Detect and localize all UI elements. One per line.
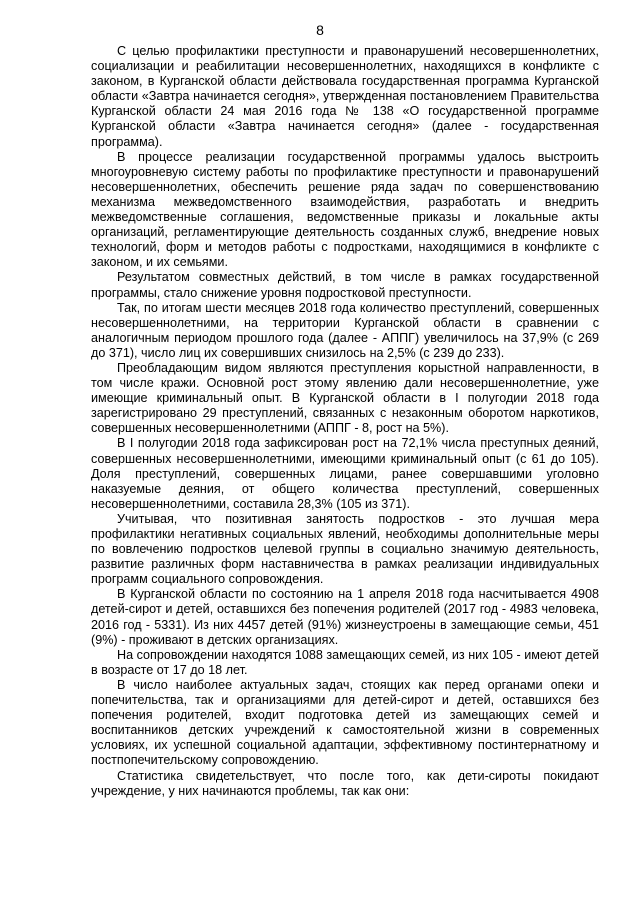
- paragraph: Так, по итогам шести месяцев 2018 года количество преступлений, совершенных несовершеннолетними, на территории Курганской области в сравнении с аналогичным периодом прошлого года (далее - АППГ) увеличилось на 37,9% (с 269 до 371), число лиц их совершивших снизилось на 2,5% (с 239 до 233).: [91, 300, 599, 360]
- paragraph: С целью профилактики преступности и правонарушений несовершеннолетних, социализации и реабилитации несовершеннолетних, находящихся в конфликте с законом, в Курганской области действовала государственная программа Курганской области «Завтра начинается сегодня», утвержденная постановлением Правительства Курганской области 24 мая 2016 года № 138 «О государственной программе Курганской области «Завтра начинается сегодня» (далее - государственная программа).: [91, 44, 599, 149]
- paragraph: Результатом совместных действий, в том числе в рамках государственной программы, стало снижение уровня подростковой преступности.: [91, 270, 599, 300]
- paragraph: Учитывая, что позитивная занятость подростков - это лучшая мера профилактики негативных социальных явлений, необходимы дополнительные меры по вовлечению подростков целевой группы в социально значимую деятельность, развитие различных форм наставничества в рамках реализации индивидуальных программ социального сопровождения.: [91, 511, 599, 587]
- body-text: [91, 44, 599, 799]
- paragraph: Преобладающим видом являются преступления корыстной направленности, в том числе кражи. Основной рост этому явлению дали несовершеннолетние, уже имеющие криминальный опыт. В Курганской области в I полугодии 2018 года зарегистрировано 29 преступлений, связанных с незаконным оборотом наркотиков, совершенных несовершеннолетними (АППГ - 8, рост на 5%).: [91, 360, 599, 436]
- paragraph: В процессе реализации государственной программы удалось выстроить многоуровневую систему работы по профилактике преступности и правонарушений несовершеннолетних, обеспечить решение ряда задач по совершенствованию механизма межведомственного взаимодействия, разработать и внедрить межведомственные соглашения, ведомственные приказы и локальные акты организаций, регламентирующие деятельность созданных служб, внедрение новых технологий, форм и методов работы с подростками, находящимися в конфликте с законом, и их семьями.: [91, 149, 599, 270]
- paragraph: В число наиболее актуальных задач, стоящих как перед органами опеки и попечительства, так и организациями для детей-сирот и детей, оставшихся без попечения родителей, входит подготовка детей из замещающих семей и воспитанников детских учреждений к самостоятельной жизни в современных условиях, их успешной социальной адаптации, эффективному постинтернатному и постпопечительскому сопровождению.: [91, 677, 599, 768]
- paragraph: Статистика свидетельствует, что после того, как дети-сироты покидают учреждение, у них начинаются проблемы, так как они:: [91, 768, 599, 798]
- paragraph: На сопровождении находятся 1088 замещающих семей, из них 105 - имеют детей в возрасте от 17 до 18 лет.: [91, 647, 599, 677]
- page-number: 8: [316, 22, 324, 38]
- paragraph: В Курганской области по состоянию на 1 апреля 2018 года насчитывается 4908 детей-сирот и детей, оставшихся без попечения родителей (2017 год - 4983 человека, 2016 год - 5331). Из них 4457 детей (91%) жизнеустроены в замещающие семьи, 451 (9%) - проживают в детских организациях.: [91, 587, 599, 647]
- paragraph: В I полугодии 2018 года зафиксирован рост на 72,1% числа преступных деяний, совершенных несовершеннолетними, имеющими криминальный опыт (с 61 до 105). Доля преступлений, совершенных лицами, ранее совершавшими уголовно наказуемые деяния, от общего количества преступлений, совершенных несовершеннолетними, составила 28,3% (105 из 371).: [91, 436, 599, 511]
